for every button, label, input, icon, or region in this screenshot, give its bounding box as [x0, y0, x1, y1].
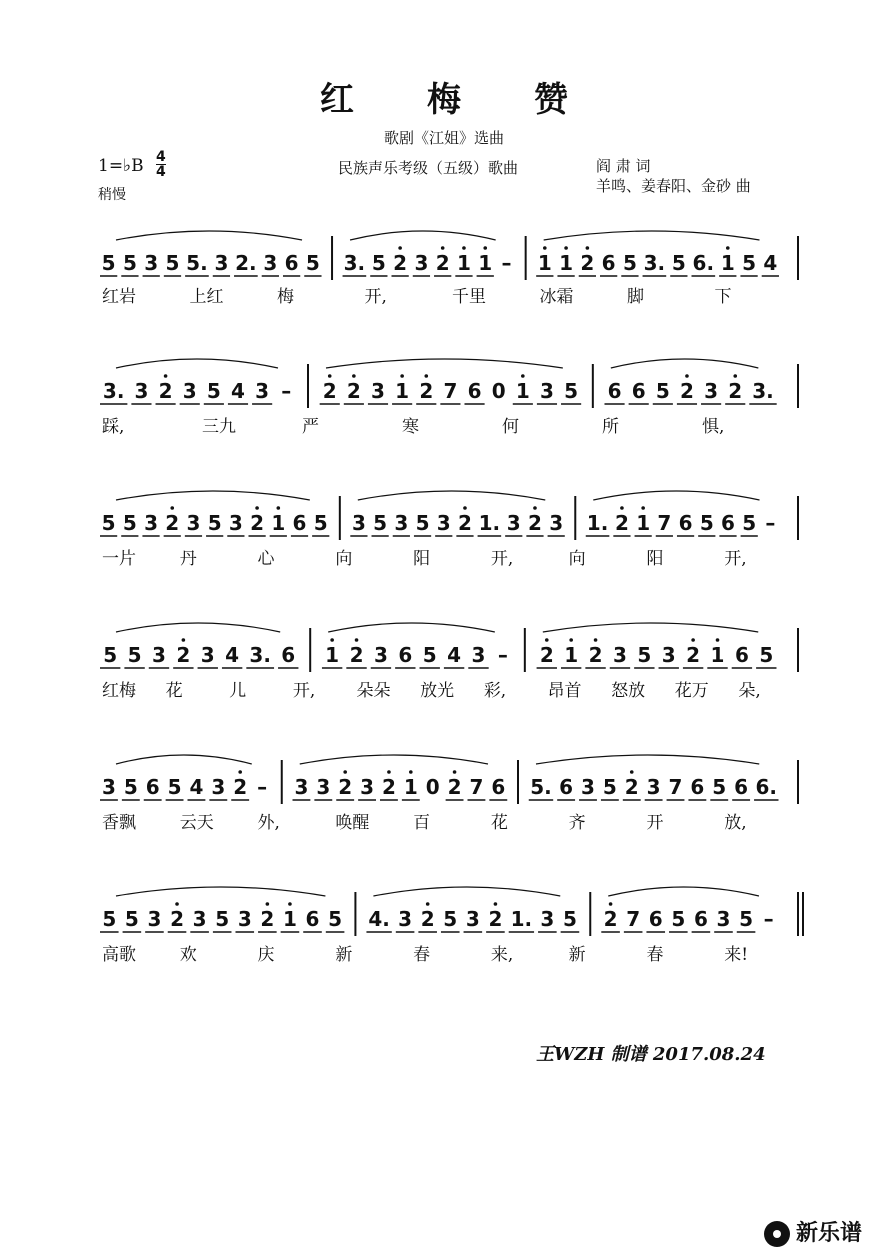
note: 2 — [680, 379, 694, 403]
composer-credit: 羊鸣、姜春阳、金砂 曲 — [596, 177, 751, 195]
octave-dot — [387, 770, 391, 774]
note: 3 — [144, 251, 159, 275]
note: 3 — [716, 907, 731, 931]
note: 6 — [145, 775, 160, 799]
note: 2 — [686, 643, 701, 667]
note: 3 — [255, 379, 270, 403]
note: 5 — [671, 907, 686, 931]
note: 2 — [176, 643, 191, 667]
note: 4 — [447, 643, 462, 667]
note: 5 — [759, 643, 774, 667]
note: 3 — [211, 775, 226, 799]
octave-dot — [586, 246, 590, 250]
note: – — [763, 907, 774, 931]
note: 3 — [371, 379, 385, 403]
song-category: 民族声乐考级（五级）歌曲 — [338, 159, 519, 177]
octave-dot — [733, 374, 737, 378]
note: 2 — [170, 907, 184, 931]
note: – — [501, 251, 512, 275]
note: 5 — [101, 511, 116, 535]
note: 2 — [349, 643, 364, 667]
note: 5 — [564, 379, 579, 403]
note: 1 — [559, 251, 574, 275]
note: 3 — [186, 511, 201, 535]
octave-dot — [483, 246, 487, 250]
note: 3. — [643, 251, 666, 275]
note: 5 — [671, 251, 686, 275]
site-logo — [764, 1216, 862, 1247]
lyric-word: 一片 — [102, 549, 136, 569]
octave-dot — [343, 770, 347, 774]
octave-dot — [426, 902, 430, 906]
note: 7 — [626, 907, 641, 931]
note: – — [497, 643, 508, 667]
meter-top: 4 — [156, 149, 166, 165]
note: 4. — [368, 907, 390, 931]
note: 4 — [763, 251, 778, 275]
octave-dot — [641, 506, 645, 510]
note: 6 — [601, 251, 616, 275]
note: 3 — [316, 775, 331, 799]
lyric-word: 春 — [646, 945, 664, 965]
octave-dot — [170, 506, 174, 510]
tempo-marking: 稍慢 — [98, 187, 126, 203]
note: 3 — [101, 775, 116, 799]
lyric-word: 三九 — [202, 417, 236, 437]
octave-dot — [463, 506, 467, 510]
lyric-word: 外, — [257, 813, 280, 833]
lyric-word: 踩, — [102, 417, 125, 437]
slur-arc — [300, 755, 488, 764]
note: 6 — [693, 907, 708, 931]
note: 5 — [602, 775, 617, 799]
note: 2 — [419, 379, 434, 403]
note: 1. — [586, 511, 609, 535]
note: 2 — [435, 251, 450, 275]
note: 1 — [456, 251, 471, 275]
octave-dot — [175, 902, 179, 906]
note: 1 — [282, 907, 297, 931]
key-signature: 1=♭B — [98, 156, 144, 176]
note: 6 — [305, 907, 320, 931]
note: 2 — [381, 775, 396, 799]
lyric-word: 向 — [568, 549, 586, 569]
octave-dot — [424, 374, 428, 378]
note: 5 — [124, 907, 139, 931]
octave-dot — [328, 374, 332, 378]
lyric-word: 丹 — [179, 549, 197, 569]
note: 2 — [447, 775, 462, 799]
note: 5 — [739, 907, 754, 931]
note: 1 — [403, 775, 418, 799]
octave-dot — [685, 374, 689, 378]
note: 6 — [690, 775, 705, 799]
lyric-word: 齐 — [568, 813, 586, 833]
note: 2 — [588, 643, 603, 667]
slur-arc — [116, 623, 280, 632]
note: 5 — [122, 511, 137, 535]
lyric-word: 脚 — [627, 287, 644, 307]
note: 2 — [539, 643, 554, 667]
note: 6. — [692, 251, 715, 275]
note: 5 — [313, 511, 328, 535]
note: – — [257, 775, 268, 799]
note: 4 — [189, 775, 204, 799]
song-title: 红 梅 赞 — [319, 80, 599, 120]
note: 0 — [491, 379, 506, 403]
slur-arc — [544, 231, 760, 240]
lyricist-credit: 阎 肃 词 — [596, 157, 651, 175]
note: 6 — [559, 775, 574, 799]
lyric-word: 心 — [257, 549, 275, 569]
octave-dot — [182, 638, 186, 642]
lyric-word: 严 — [302, 417, 319, 437]
note: 3 — [646, 775, 661, 799]
note: 1 — [710, 643, 725, 667]
lyric-word: 开, — [364, 287, 387, 307]
note: 5 — [699, 511, 714, 535]
lyric-word: 来! — [724, 945, 749, 965]
octave-dot — [255, 506, 259, 510]
note: 2 — [165, 511, 180, 535]
note: 5 — [562, 907, 577, 931]
note: 3 — [540, 907, 555, 931]
note: 3 — [144, 511, 158, 535]
lyric-word: 新 — [568, 945, 586, 965]
lyric-word: 寒 — [402, 417, 419, 437]
lyric-word: 梅 — [277, 287, 294, 307]
note: 6 — [734, 643, 749, 667]
note: 3 — [152, 643, 166, 667]
note: 7 — [443, 379, 458, 403]
song-subtitle: 歌剧《江姐》选曲 — [383, 129, 504, 147]
octave-dot — [330, 638, 334, 642]
note: 6 — [631, 379, 646, 403]
lyric-word: 香飘 — [102, 813, 136, 833]
octave-dot — [521, 374, 525, 378]
note: 5 — [742, 251, 757, 275]
lyric-word: 昂首 — [547, 681, 582, 701]
note: 3. — [102, 379, 125, 403]
note: 3 — [228, 511, 243, 535]
octave-dot — [630, 770, 634, 774]
note: – — [765, 511, 776, 535]
octave-dot — [620, 506, 624, 510]
note: 3 — [200, 643, 215, 667]
note: 0 — [425, 775, 440, 799]
lyric-word: 朵, — [738, 681, 761, 701]
note: 2 — [580, 251, 595, 275]
lyric-word: 放光 — [420, 681, 455, 701]
octave-dot — [545, 638, 549, 642]
note: 5 — [415, 511, 430, 535]
lyric-word: 千里 — [452, 287, 486, 307]
octave-dot — [691, 638, 695, 642]
lyric-word: 冰霜 — [539, 287, 574, 307]
slur-arc — [593, 491, 759, 500]
slur-arc — [608, 887, 759, 896]
lyric-word: 红梅 — [102, 681, 136, 701]
note: 7 — [469, 775, 484, 799]
note: 6 — [281, 643, 296, 667]
note: 5 — [123, 775, 138, 799]
slur-arc — [358, 491, 545, 500]
lyric-word: 开, — [724, 549, 747, 569]
lyric-word: 怒放 — [611, 681, 646, 701]
slur-arc — [116, 231, 302, 240]
lyric-word: 何 — [502, 417, 519, 437]
note: 6 — [398, 643, 413, 667]
lyric-word: 儿 — [229, 681, 247, 701]
lyric-word: 欢 — [179, 945, 197, 965]
note: 5 — [103, 643, 118, 667]
note: 5 — [207, 511, 222, 535]
meter-bottom: 4 — [156, 164, 166, 180]
slur-arc — [116, 755, 252, 764]
octave-dot — [352, 374, 356, 378]
note: 7 — [668, 775, 683, 799]
note: 2 — [528, 511, 542, 535]
octave-dot — [726, 246, 730, 250]
note: 3. — [752, 379, 774, 403]
note: 1 — [478, 251, 493, 275]
slur-arc — [543, 623, 758, 632]
note: 5 — [167, 775, 182, 799]
note: 2 — [614, 511, 629, 535]
note: 3 — [214, 251, 229, 275]
lyric-word: 下 — [714, 287, 732, 307]
note: 6 — [721, 511, 735, 535]
slur-arc — [536, 755, 759, 764]
octave-dot — [277, 506, 281, 510]
note: 3 — [182, 379, 197, 403]
note: 5 — [742, 511, 757, 535]
note: 1. — [478, 511, 501, 535]
note: 6 — [284, 251, 299, 275]
note: 3 — [360, 775, 375, 799]
note: 1 — [395, 379, 410, 403]
note: 1 — [537, 251, 552, 275]
record-disc-icon — [764, 1221, 790, 1247]
lyric-word: 庆 — [257, 945, 275, 965]
lyric-word: 开, — [292, 681, 316, 701]
note: 3 — [549, 511, 564, 535]
octave-dot — [238, 770, 242, 774]
note: 3 — [704, 379, 719, 403]
note: 5 — [422, 643, 437, 667]
note: 2 — [458, 511, 472, 535]
lyric-word: 红岩 — [102, 287, 136, 307]
note: 6 — [491, 775, 506, 799]
octave-dot — [409, 770, 413, 774]
note: 5 — [165, 251, 180, 275]
note: 4 — [231, 379, 245, 403]
note: 1 — [720, 251, 735, 275]
note: 3 — [436, 511, 451, 535]
slur-arc — [611, 359, 759, 368]
note: 2 — [488, 907, 503, 931]
lyric-word: 花万 — [674, 681, 709, 701]
note: 2 — [250, 511, 265, 535]
note: 7 — [657, 511, 672, 535]
octave-dot — [494, 902, 498, 906]
note: 3. — [249, 643, 271, 667]
octave-dot — [609, 902, 613, 906]
lyric-word: 放, — [724, 813, 747, 833]
octave-dot — [462, 246, 466, 250]
note: 5 — [371, 251, 386, 275]
note: 3 — [373, 643, 388, 667]
note: 5 — [101, 251, 116, 275]
octave-dot — [266, 902, 270, 906]
octave-dot — [398, 246, 402, 250]
transcriber-credit: 王WZH 制谱 2017.08.24 — [536, 1044, 766, 1065]
lyric-word: 云天 — [179, 813, 214, 833]
note: 3 — [661, 643, 676, 667]
slur-arc — [116, 887, 325, 896]
note: 5 — [122, 251, 137, 275]
note: 6 — [292, 511, 307, 535]
lyric-word: 彩, — [483, 681, 507, 701]
note: 3 — [134, 379, 149, 403]
note: 2 — [322, 379, 337, 403]
note: 5 — [712, 775, 727, 799]
lyric-word: 唤醒 — [335, 813, 370, 833]
note: 2 — [260, 907, 275, 931]
note: 2 — [158, 379, 173, 403]
lyric-word: 阳 — [646, 549, 664, 569]
slur-arc — [326, 359, 563, 368]
note: – — [281, 379, 292, 403]
note: 5 — [305, 251, 320, 275]
octave-dot — [564, 246, 568, 250]
lyric-word: 朵朵 — [356, 681, 391, 701]
note: 3 — [294, 775, 309, 799]
note: 1. — [510, 907, 533, 931]
note: 5 — [622, 251, 637, 275]
octave-dot — [716, 638, 720, 642]
octave-dot — [441, 246, 445, 250]
lyric-word: 新 — [335, 945, 353, 965]
note: 3 — [351, 511, 366, 535]
note: 3 — [398, 907, 413, 931]
lyric-word: 所 — [602, 417, 619, 437]
note: 1 — [271, 511, 286, 535]
note: 3 — [612, 643, 627, 667]
note: 2 — [728, 379, 743, 403]
note: 5 — [206, 379, 221, 403]
note: 5 — [127, 643, 142, 667]
note: 1 — [515, 379, 530, 403]
octave-dot — [288, 902, 292, 906]
lyric-word: 向 — [335, 549, 353, 569]
note: 6 — [678, 511, 693, 535]
note: 2. — [235, 251, 257, 275]
note: 2 — [346, 379, 361, 403]
octave-dot — [453, 770, 457, 774]
note: 6 — [467, 379, 482, 403]
note: 3 — [414, 251, 429, 275]
note: 3 — [237, 907, 252, 931]
note: 3 — [506, 511, 521, 535]
lyric-word: 上红 — [189, 287, 224, 307]
note: 3 — [465, 907, 480, 931]
note: 1 — [325, 643, 340, 667]
note: 5 — [373, 511, 388, 535]
note: 3 — [147, 907, 162, 931]
note: 3 — [394, 511, 409, 535]
octave-dot — [569, 638, 573, 642]
slur-arc — [116, 359, 278, 368]
note: 6. — [755, 775, 778, 799]
lyric-word: 春 — [413, 945, 431, 965]
note: 3 — [581, 775, 595, 799]
octave-dot — [594, 638, 598, 642]
logo-text: 新乐谱 — [796, 1221, 863, 1246]
note: 3 — [263, 251, 278, 275]
octave-dot — [164, 374, 168, 378]
note: 2 — [233, 775, 248, 799]
lyric-word: 开 — [646, 813, 664, 833]
note: 2 — [624, 775, 639, 799]
slur-arc — [328, 623, 495, 632]
note: 2 — [393, 251, 408, 275]
note: 5 — [328, 907, 343, 931]
note: 5. — [530, 775, 552, 799]
note: 5 — [102, 907, 117, 931]
note: 6 — [607, 379, 622, 403]
note: 5 — [655, 379, 670, 403]
note: 6 — [734, 775, 749, 799]
note: 5. — [186, 251, 208, 275]
octave-dot — [543, 246, 547, 250]
lyric-word: 花 — [490, 813, 508, 833]
lyric-word: 来, — [490, 945, 514, 965]
note: 3 — [471, 643, 486, 667]
note: 2 — [603, 907, 618, 931]
lyric-word: 阳 — [413, 549, 431, 569]
slur-arc — [116, 491, 310, 500]
lyric-word: 花 — [165, 681, 183, 701]
note: 3 — [192, 907, 207, 931]
note: 2 — [420, 907, 435, 931]
slur-arc — [350, 231, 496, 240]
note: 5 — [443, 907, 458, 931]
note: 6 — [648, 907, 663, 931]
note: 4 — [225, 643, 240, 667]
octave-dot — [355, 638, 359, 642]
note: 1 — [564, 643, 579, 667]
note: 1 — [636, 511, 651, 535]
octave-dot — [533, 506, 537, 510]
note: 3 — [540, 379, 554, 403]
note: 3. — [343, 251, 366, 275]
lyric-word: 高歌 — [102, 945, 136, 965]
lyric-word: 惧, — [702, 417, 725, 437]
slur-arc — [373, 887, 560, 896]
lyric-word: 开, — [490, 549, 514, 569]
note: 5 — [215, 907, 230, 931]
note: 2 — [338, 775, 353, 799]
lyric-word: 百 — [413, 813, 431, 833]
note: 5 — [637, 643, 652, 667]
octave-dot — [400, 374, 404, 378]
